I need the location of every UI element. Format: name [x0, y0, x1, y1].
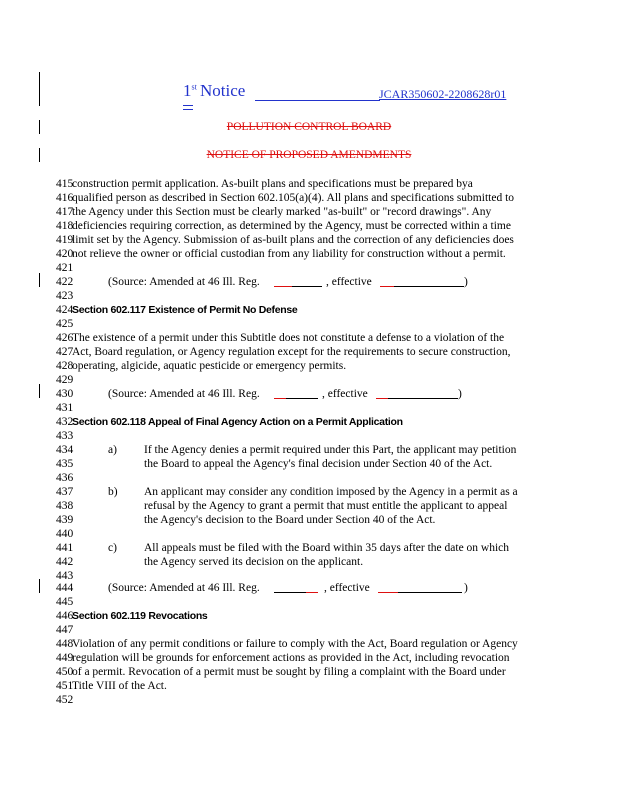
- red-blank: [274, 275, 322, 287]
- text-line: 447: [56, 624, 74, 636]
- document-code: JCAR350602-2208628r01: [379, 87, 507, 101]
- list-item: 434 a) If the Agency denies a permit required under this Part, the applicant may petition: [56, 444, 517, 456]
- source-note: 444 (Source: Amended at 46 Ill. Reg. , effective ): [56, 581, 556, 595]
- text-line: 448Violation of any permit conditions or failure to comply with the Act, Board regulation or Agency: [56, 638, 518, 650]
- text-line: 415construction permit application. As-built plans and specifications must be prepared bya: [56, 178, 473, 190]
- text-line: 417the Agency under this Section must be clearly marked "as-built" or "record drawings". Any: [56, 206, 492, 218]
- list-item-continued: 442 the Agency served its decision on the applicant.: [56, 556, 364, 568]
- text-line: 421: [56, 262, 74, 274]
- text-line: 445: [56, 596, 74, 608]
- text-line: 452: [56, 694, 74, 706]
- text-line: 425: [56, 318, 74, 330]
- red-blank: [376, 387, 458, 399]
- page-header: [183, 81, 513, 107]
- source-note: 422 (Source: Amended at 46 Ill. Reg. , effective ): [56, 276, 468, 288]
- text-line: 449regulation will be grounds for enforcement actions as provided in the Act, including revocation: [56, 652, 510, 664]
- text-line: 443: [56, 570, 74, 582]
- text-line: 423: [56, 290, 74, 302]
- text-line: 433: [56, 430, 74, 442]
- change-bar: [39, 72, 40, 106]
- change-bar: [39, 273, 40, 287]
- list-item: 437 b) An applicant may consider any condition imposed by the Agency in a permit as a: [56, 486, 518, 498]
- text-line: 419limit set by the Agency. Submission of as-built plans and the correction of any deficiencies does: [56, 234, 514, 246]
- header-double-underline: [183, 105, 193, 110]
- change-bar: [39, 384, 40, 398]
- text-line: 416qualified person as described in Section 602.105(a)(4). All plans and specifications submitted to: [56, 192, 515, 204]
- red-blank: [378, 581, 462, 593]
- list-item-continued: 439 the Agency's decision to the Board under Section 40 of the Act.: [56, 514, 436, 526]
- section-heading: 424Section 602.117 Existence of Permit No Defense: [56, 304, 298, 316]
- text-line: 427Act, Board regulation, or Agency regulation except for the requirements to secure construction,: [56, 346, 511, 358]
- list-item-continued: 438 refusal by the Agency to grant a permit that must entitle the applicant to appeal: [56, 500, 508, 512]
- text-line: 431: [56, 402, 74, 414]
- text-line: 451Title VIII of the Act.: [56, 680, 167, 692]
- text-line: 429: [56, 374, 74, 386]
- text-line: 418deficiencies requiring correction, as determined by the Agency, must be corrected within a time: [56, 220, 511, 232]
- source-note: 430 (Source: Amended at 46 Ill. Reg. , effective ): [56, 388, 462, 400]
- deleted-notice-heading: NOTICE OF PROPOSED AMENDMENTS: [206, 149, 412, 161]
- section-heading: 446Section 602.119 Revocations: [56, 610, 208, 622]
- notice-title: Notice: [200, 81, 246, 100]
- list-item-continued: 435 the Board to appeal the Agency's final decision under Section 40 of the Act.: [56, 458, 493, 470]
- text-line: 426The existence of a permit under this Subtitle does not constitute a defense to a violation of the: [56, 332, 505, 344]
- red-blank: [380, 275, 464, 287]
- change-bar: [39, 579, 40, 593]
- red-blank: [274, 387, 318, 399]
- blank-line: [274, 581, 318, 597]
- header-rule: [255, 100, 380, 101]
- deleted-board-heading: POLLUTION CONTROL BOARD: [226, 121, 392, 133]
- text-line: 440: [56, 528, 74, 540]
- text-line: 420not relieve the owner or official custodian from any liability for construction without a permit.: [56, 248, 506, 260]
- notice-number: 1st: [183, 81, 197, 100]
- section-heading: 432Section 602.118 Appeal of Final Agency Action on a Permit Application: [56, 416, 403, 428]
- text-line: 450of a permit. Revocation of a permit must be sought by filing a complaint with the Board under: [56, 666, 506, 678]
- list-item: 441 c) All appeals must be filed with the Board within 35 days after the date on which: [56, 542, 510, 554]
- text-line: 436: [56, 472, 74, 484]
- text-line: 428operating, algicide, aquatic pesticide or emergency permits.: [56, 360, 347, 372]
